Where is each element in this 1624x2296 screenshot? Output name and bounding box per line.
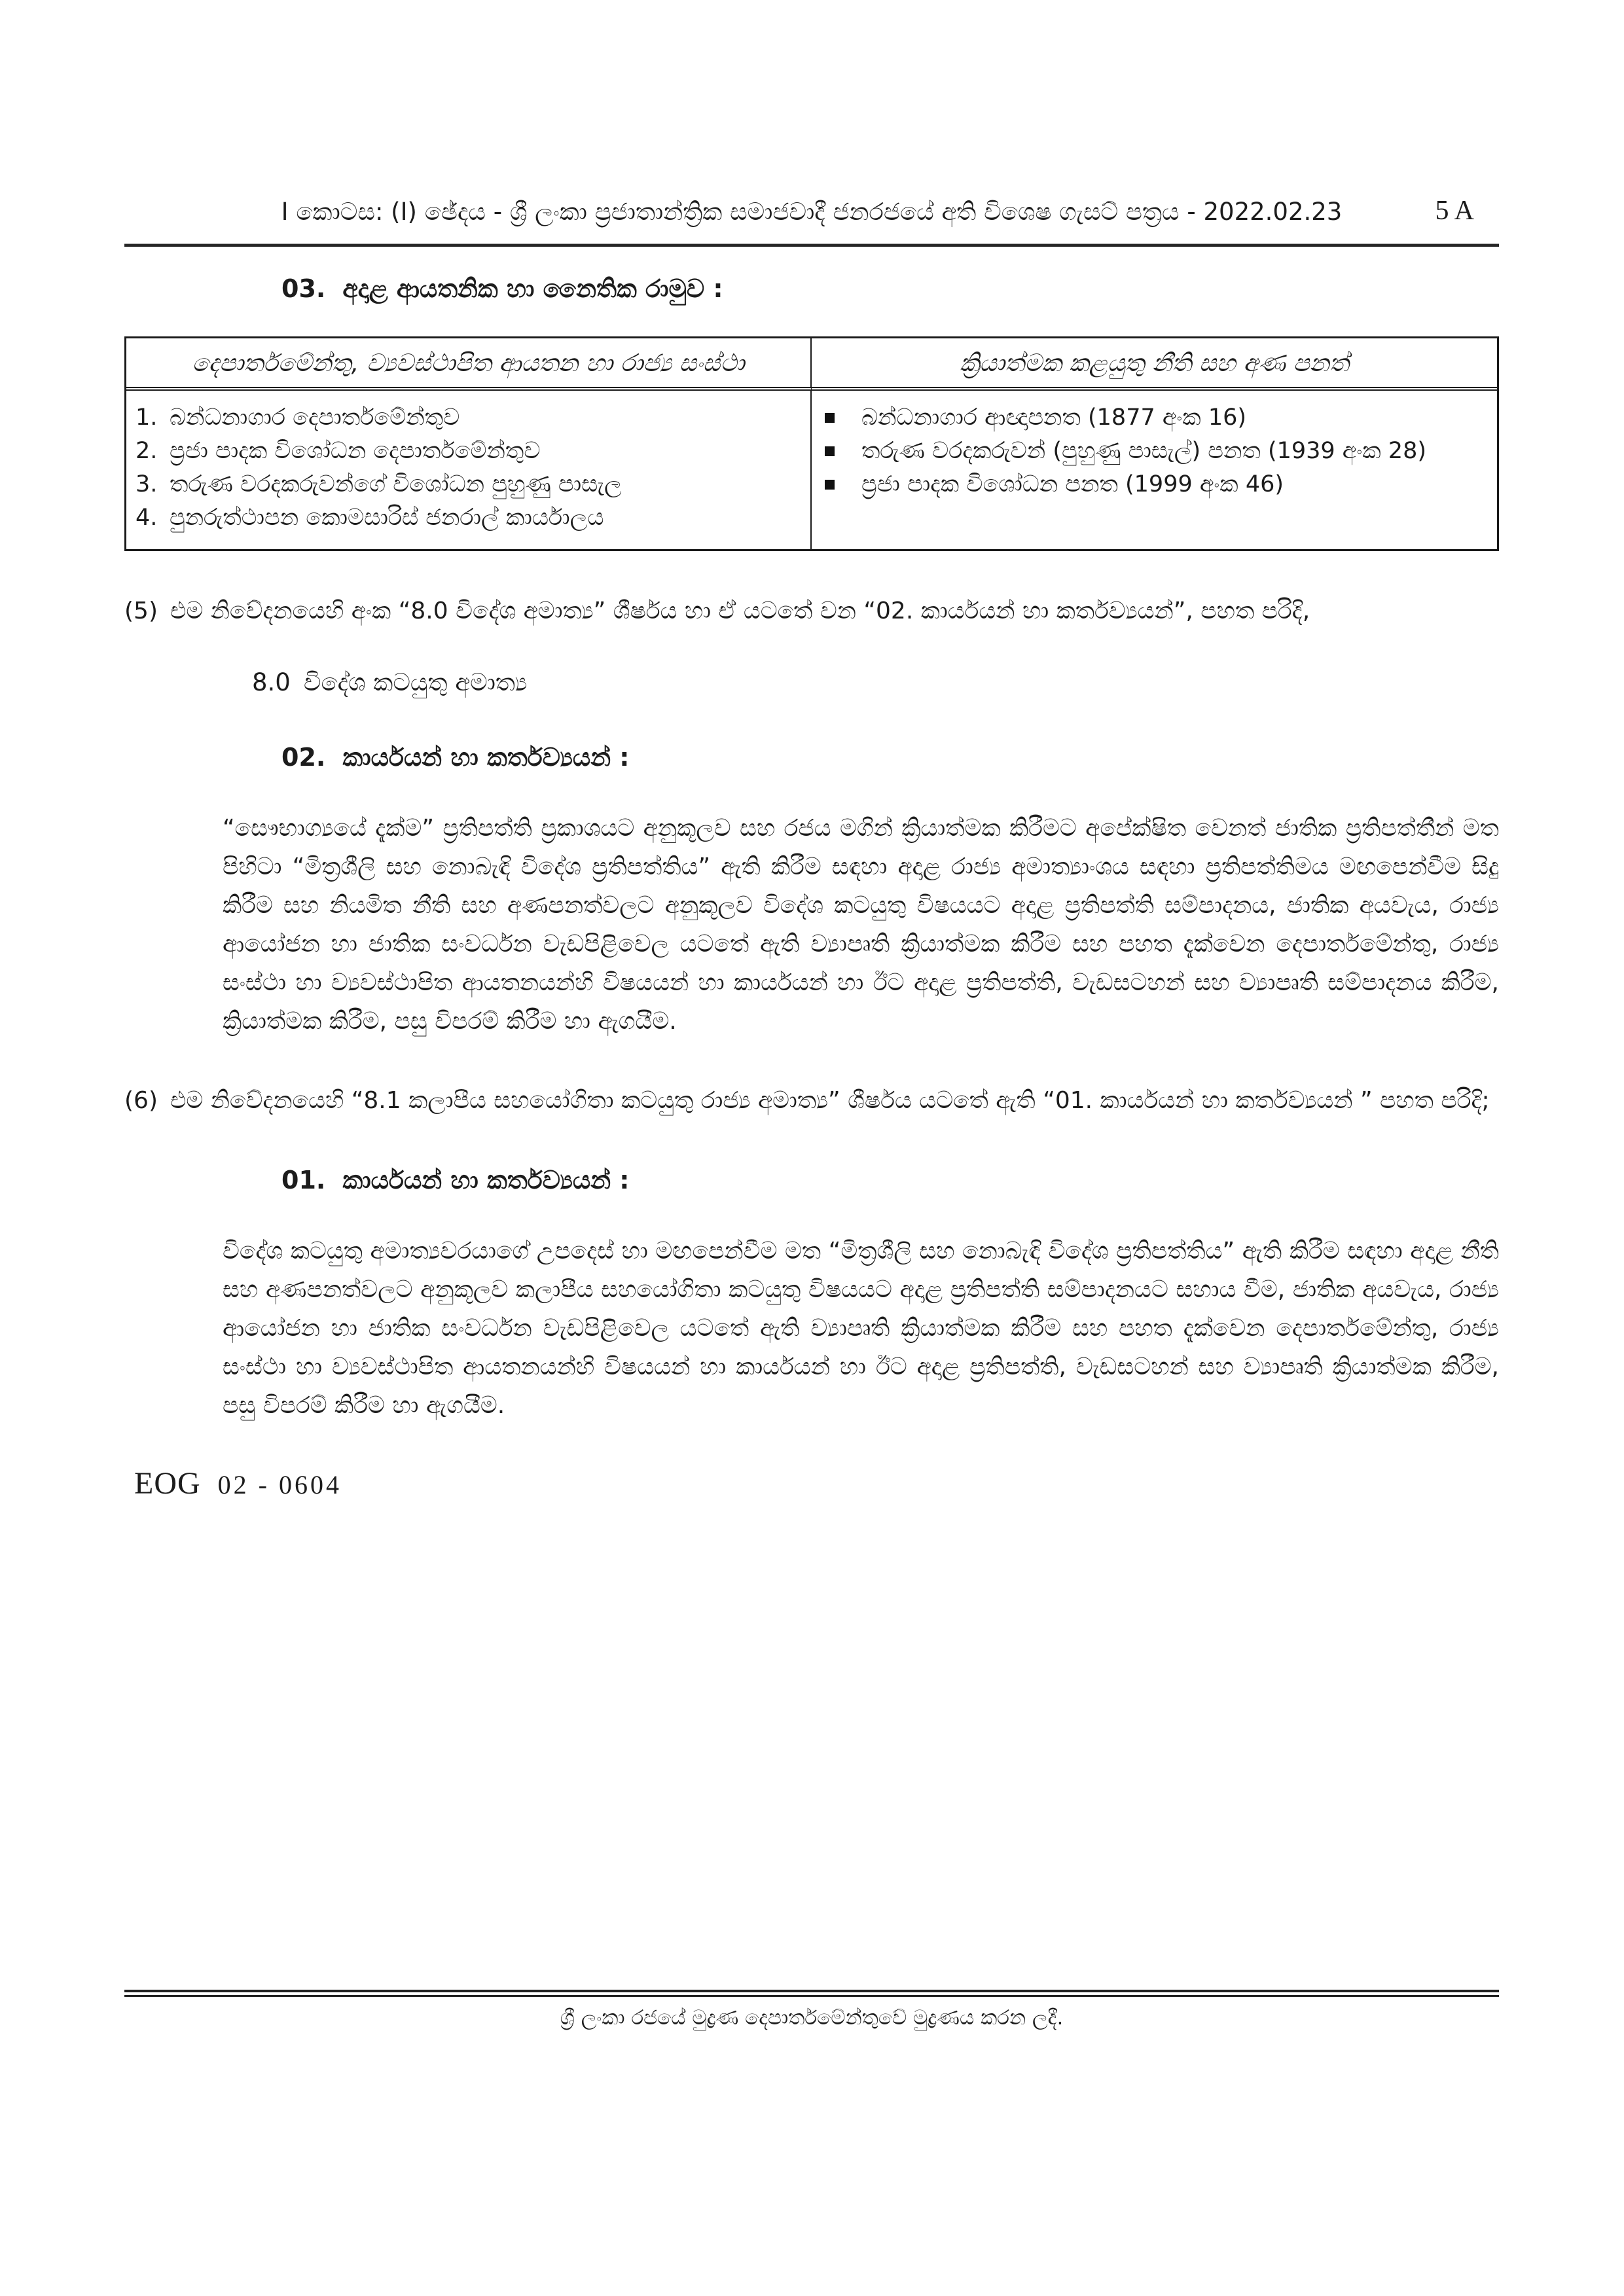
table-header-institutions: දෙපාර්තමේන්තු, ව්‍යවස්ථාපිත ආයතන හා රාජ්‍ය සංස්ථා xyxy=(126,338,812,391)
table-row xyxy=(135,468,796,501)
functions-02-paragraph: “සෞභාග්‍යයේ දැක්ම” ප්‍රතිපත්ති ප්‍රකාශයට අනුකූලව සහ රජය මගින් ක්‍රියාත්මක කිරීමට අපේක්ෂිත වෙනත් ජාතික ප්‍රතිපත්තීන් මත පිහිටා “මිත්‍රශීලි සහ නොබැඳි විදේශ ප්‍රතිපත්තිය” ඇති කිරීම සඳහා අදාළ රාජ්‍ය අමාත්‍යාංශය සඳහා ප්‍රතිපත්තිමය මඟපෙන්වීම සිදු කිරීම සහ නියමිත නීති සහ අණපනත්වලට අනුකූලව විදේශ කටයුතු විෂයයට අදාළ ප්‍රතිපත්ති සම්පාදනය, ජාතික අයවැය, රාජ්‍ය ආයෝජන හා ජාතික සංවර්ධන වැඩපිළිවෙල යටතේ ඇති ව්‍යාපෘති ක්‍රියාත්මක කිරීම සහ පහත දැක්වෙන දෙපාර්තමේන්තු, රාජ්‍ය සංස්ථා හා ව්‍යවස්ථාපිත ආයතනයන්හි විෂයයන් හා කාර්යයන් හා ඊට අදාළ ප්‍රතිපත්ති, වැඩසටහන් සහ ව්‍යාපෘති සම්පාදනය කිරීම, ක්‍රියාත්මක කිරීම, පසු විපරම් කිරීම හා ඇගයීම. xyxy=(223,815,1499,1035)
act-name: තරුණ වරදකරුවන් (පුහුණු පාසැල්) පනත (1939 අංක 28) xyxy=(861,438,1426,464)
functions-01-number: 01. xyxy=(281,1166,326,1194)
square-bullet-icon xyxy=(821,435,861,468)
list-item xyxy=(821,435,1483,468)
header-rule xyxy=(124,243,1499,247)
section-03-number: 03. xyxy=(281,274,326,303)
eog-code: EOG xyxy=(134,1466,201,1501)
square-bullet-icon xyxy=(821,468,861,501)
institution-number: 3. xyxy=(135,471,158,497)
legal-framework-table xyxy=(124,336,1499,551)
footer-rule-top xyxy=(124,1990,1499,1992)
functions-02-title: කාර්යයන් හා කර්තව්‍යයන් : xyxy=(342,743,630,772)
acts-cell xyxy=(812,391,1497,549)
institution-name: තරුණ වරදකරුවන්ගේ විශෝධන පුහුණු පාසැල xyxy=(170,471,622,497)
table-row xyxy=(135,435,796,468)
table-header-acts: ක්‍රියාත්මක කළයුතු නීති සහ අණ පනත් xyxy=(812,338,1497,391)
table-row xyxy=(135,501,796,535)
list-item xyxy=(821,468,1483,501)
institution-name: බන්ධනාගාර දෙපාර්තමේන්තුව xyxy=(170,404,460,431)
institution-name: පුනරුත්ථාපන කොමසාරිස් ජනරාල් කාර්යාලය xyxy=(170,505,604,531)
functions-01-paragraph: විදේශ කටයුතු අමාත්‍යවරයාගේ උපදෙස් හා මඟපෙන්වීම මත “මිත්‍රශීලි සහ නොබැඳි විදේශ ප්‍රතිපත්තිය” ඇති කිරීම සඳහා අදාළ නීති සහ අණපනත්වලට අනුකූලව කලාපීය සහයෝගිතා කටයුතු විෂයයට අදාළ ප්‍රතිපත්ති සම්පාදනයට සහාය වීම, ජාතික අයවැය, රාජ්‍ය ආයෝජන හා ජාතික සංවර්ධන වැඩපිළිවෙල යටතේ ඇති ව්‍යාපෘති ක්‍රියාත්මක කිරීම සහ පහත දැක්වෙන දෙපාර්තමේන්තු, රාජ්‍ය සංස්ථා හා ව්‍යවස්ථාපිත ආයතනයන්හි විෂයයන් හා කාර්යයන් හා ඊට අදාළ ප්‍රතිපත්ති, වැඩසටහන් සහ ව්‍යාපෘති ක්‍රියාත්මක කිරීම, පසු විපරම් කිරීම හා ඇගයීම. xyxy=(223,1238,1499,1419)
item-5 xyxy=(124,592,1499,630)
act-name: බන්ධනාගාර ආඥාපනත (1877 අංක 16) xyxy=(861,404,1247,431)
section-03-title: අදාළ ආයතනික හා නෛතික රාමුව : xyxy=(342,274,723,303)
institution-number: 1. xyxy=(135,404,158,431)
item-6-text: එම නිවේදනයෙහි “8.1 කලාපීය සහයෝගිතා කටයුතු රාජ්‍ය අමාත්‍ය” ශීර්ෂය යටතේ ඇති “01. කාර්යයන් හා කර්තව්‍යයන් ” පහත පරිදි; xyxy=(170,1087,1490,1114)
table-row xyxy=(135,401,796,435)
item-5-text: එම නිවේදනයෙහි අංක “8.0 විදේශ අමාත්‍ය” ශීර්ෂය හා ඒ යටතේ වන “02. කාර්යයන් හා කර්තව්‍යයන්”, පහත පරිදි, xyxy=(170,598,1310,624)
institutions-cell xyxy=(126,391,812,549)
item-6-marker: (6) xyxy=(124,1087,158,1114)
printer-imprint: ශ්‍රී ලංකා රජයේ මුද්‍රණ දෙපාර්තමේන්තුවේ මුද්‍රණය කරන ලදී. xyxy=(560,2006,1064,2030)
page-footer xyxy=(124,1990,1499,2030)
list-item xyxy=(821,401,1483,435)
functions-02-heading xyxy=(281,743,1499,772)
institution-name: ප්‍රජා පාදක විශෝධන දෙපාර්තමේන්තුව xyxy=(170,438,541,464)
functions-01-title: කාර්යයන් හා කර්තව්‍යයන් : xyxy=(342,1166,630,1194)
eog-number: 02 - 0604 xyxy=(217,1470,342,1499)
footer-rule-bottom xyxy=(124,1995,1499,1997)
section-03-heading xyxy=(281,274,1499,304)
functions-01-heading xyxy=(281,1166,1499,1195)
subject-8-0-heading xyxy=(252,668,1499,697)
functions-02-number: 02. xyxy=(281,743,326,772)
act-name: ප්‍රජා පාදක විශෝධන පනත (1999 අංක 46) xyxy=(861,471,1284,497)
running-header xyxy=(124,196,1499,228)
square-bullet-icon xyxy=(821,401,861,435)
gazette-header-title: I කොටස: (I) ඡේදය - ශ්‍රී ලංකා ප්‍රජාතාන්ත්‍රික සමාජවාදී ජනරජයේ අති විශෙෂ ගැසට් පත්‍රය - 2022.02.23 xyxy=(281,198,1343,226)
page-number: 5 A xyxy=(1435,196,1474,226)
institution-number: 2. xyxy=(135,438,158,464)
item-6 xyxy=(124,1081,1499,1120)
institution-number: 4. xyxy=(135,505,158,531)
subject-8-0-title: විදේශ කටයුතු අමාත්‍ය xyxy=(303,668,528,696)
item-5-marker: (5) xyxy=(124,598,158,624)
eog-reference xyxy=(134,1465,1499,1501)
subject-8-0-number: 8.0 xyxy=(252,668,291,696)
